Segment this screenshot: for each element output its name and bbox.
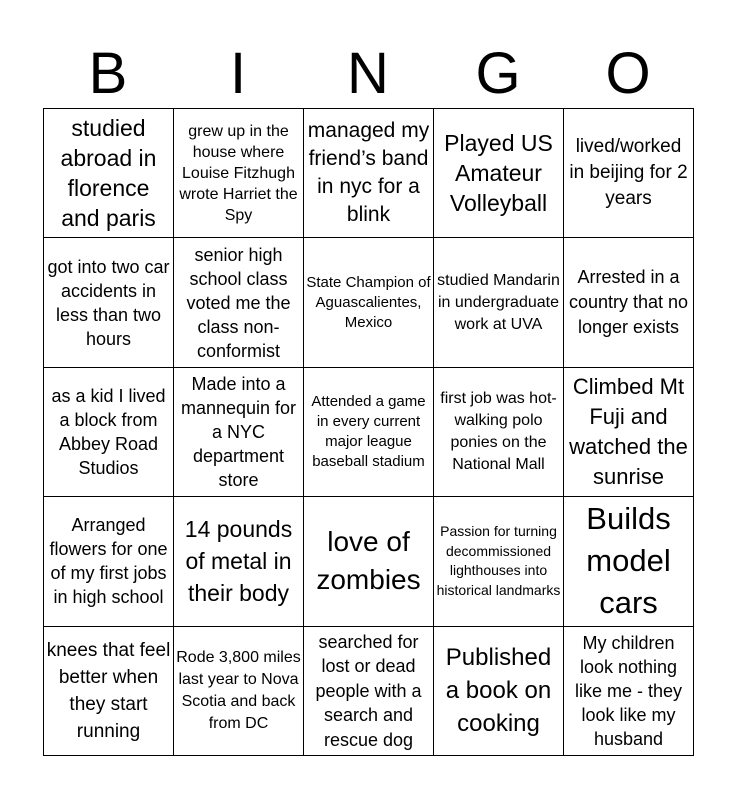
cell-text: State Champion of Aguascalientes, Mexico: [306, 273, 431, 331]
bingo-title: [43, 40, 693, 108]
cell-text: got into two car accidents in less than two hours: [47, 256, 170, 349]
cell-text: love of zombies: [316, 526, 421, 596]
bingo-cell[interactable]: [174, 238, 304, 367]
cell-text: Climbed Mt Fuji and watched the sunrise: [569, 373, 688, 489]
bingo-cell[interactable]: [304, 627, 434, 756]
cell-text: as a kid I lived a block from Abbey Road Studios: [51, 385, 166, 478]
bingo-cell[interactable]: [434, 109, 564, 238]
bingo-cell[interactable]: [174, 627, 304, 756]
title-letter-g: G: [475, 41, 521, 106]
cell-text: Arrested in a country that no longer exists: [568, 267, 689, 338]
bingo-cell[interactable]: [44, 368, 174, 497]
bingo-cell[interactable]: [44, 109, 174, 238]
bingo-cell[interactable]: [44, 238, 174, 367]
cell-text: Builds model cars: [586, 501, 671, 621]
title-letter-b: B: [88, 41, 128, 106]
bingo-cell[interactable]: [564, 497, 694, 626]
bingo-cell[interactable]: [564, 238, 694, 367]
bingo-cell[interactable]: [174, 497, 304, 626]
title-letter-i: I: [229, 41, 247, 106]
cell-text: Made into a mannequin for a NYC department store: [180, 373, 297, 490]
bingo-cell[interactable]: [174, 368, 304, 497]
bingo-cell[interactable]: [434, 368, 564, 497]
bingo-cell[interactable]: [44, 497, 174, 626]
cell-text: Published a book on cooking: [445, 644, 552, 738]
cell-text: Passion for turning decommissioned lighthouses into historical landmarks: [436, 523, 561, 598]
title-letter-o: O: [605, 41, 651, 106]
bingo-cell[interactable]: [304, 109, 434, 238]
cell-text: Arranged flowers for one of my first jobs in high school: [49, 515, 168, 608]
bingo-cell[interactable]: [44, 627, 174, 756]
cell-text: Rode 3,800 miles last year to Nova Scotia and back from DC: [176, 648, 301, 732]
bingo-cell[interactable]: [304, 238, 434, 367]
title-letter-n: N: [347, 41, 389, 106]
bingo-cell[interactable]: [304, 497, 434, 626]
cell-text: managed my friend’s band in nyc for a blink: [307, 119, 430, 227]
cell-text: studied Mandarin in undergraduate work at UVA: [437, 271, 560, 333]
cell-text: grew up in the house where Louise Fitzhugh wrote Harriet the Spy: [179, 122, 298, 224]
bingo-cell[interactable]: [564, 627, 694, 756]
cell-text: 14 pounds of metal in their body: [184, 516, 293, 607]
bingo-cell[interactable]: [564, 368, 694, 497]
cell-text: studied abroad in florence and paris: [60, 115, 157, 232]
bingo-cell[interactable]: [304, 368, 434, 497]
cell-text: My children look nothing like me - they look like my husband: [574, 632, 683, 749]
bingo-cell[interactable]: [434, 238, 564, 367]
bingo-board: [43, 108, 694, 756]
bingo-cell[interactable]: [174, 109, 304, 238]
cell-text: senior high school class voted me the class non-conformist: [186, 244, 291, 361]
bingo-cell[interactable]: [564, 109, 694, 238]
cell-text: lived/worked in beijing for 2 years: [569, 136, 688, 210]
cell-text: Played US Amateur Volleyball: [444, 130, 553, 217]
cell-text: searched for lost or dead people with a search and rescue dog: [315, 631, 422, 750]
bingo-cell[interactable]: [434, 627, 564, 756]
cell-text: knees that feel better when they start running: [46, 639, 171, 742]
cell-text: first job was hot-walking polo ponies on the National Mall: [440, 389, 557, 473]
cell-text: Attended a game in every current major league baseball stadium: [311, 392, 426, 470]
bingo-cell[interactable]: [434, 497, 564, 626]
